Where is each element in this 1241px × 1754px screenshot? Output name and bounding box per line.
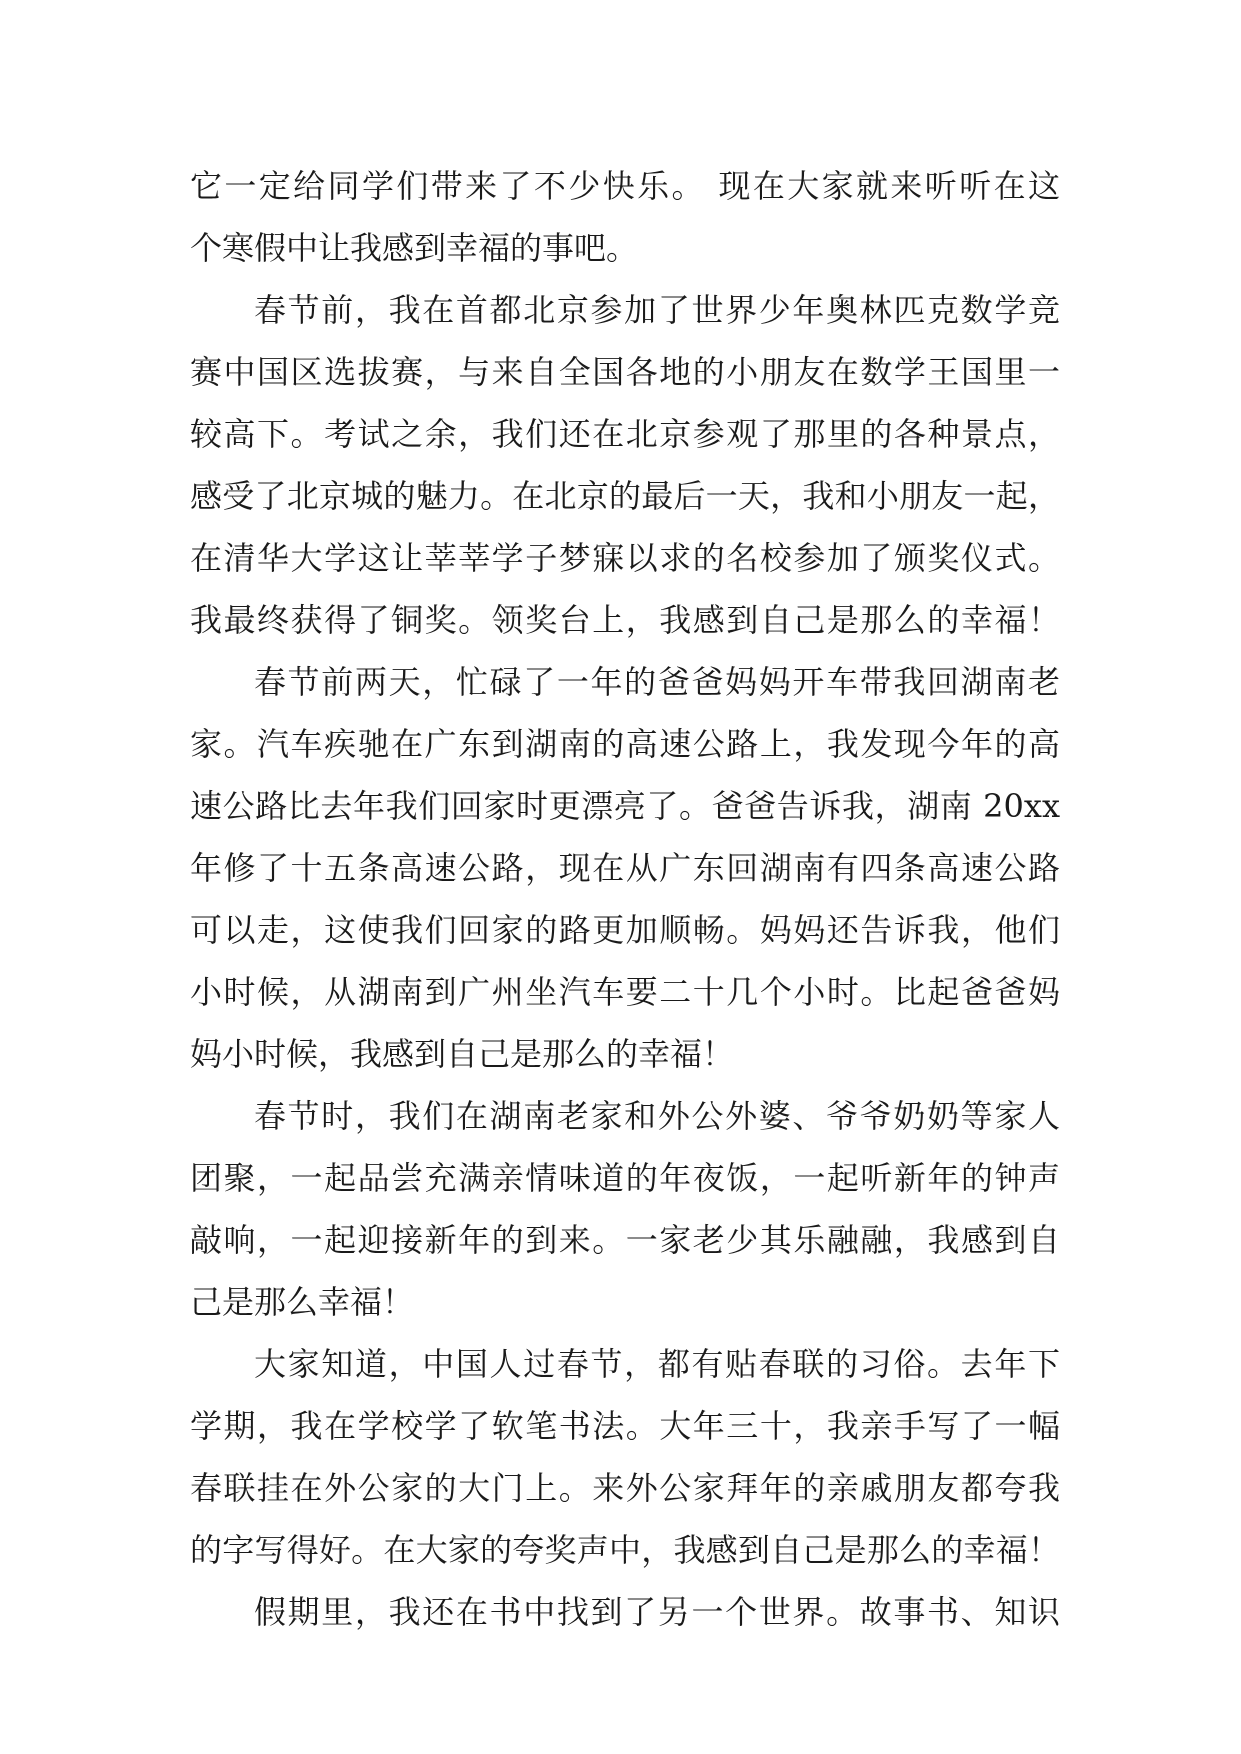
text-line: 妈小时候，我感到自己是那么的幸福！ <box>190 1035 735 1073</box>
text-line: 速公路比去年我们回家时更漂亮了。爸爸告诉我，湖南 20xx <box>190 787 1060 825</box>
text-line: 家。汽车疾驰在广东到湖南的高速公路上，我发现今年的高 <box>190 725 1060 763</box>
text-line: 它一定给同学们带来了不少快乐。 现在大家就来听听在这 <box>190 167 1060 205</box>
text-line: 赛中国区选拔赛，与来自全国各地的小朋友在数学王国里一 <box>190 353 1060 391</box>
paragraph-first-line: 春节时，我们在湖南老家和外公外婆、爷爷奶奶等家人 <box>254 1097 1060 1135</box>
paragraph-first-line: 假期里，我还在书中找到了另一个世界。故事书、知识 <box>254 1593 1060 1631</box>
essay-body <box>190 155 1060 1643</box>
text-line: 感受了北京城的魅力。在北京的最后一天，我和小朋友一起， <box>190 477 1060 515</box>
text-line: 己是那么幸福！ <box>190 1283 415 1321</box>
text-line: 敲响，一起迎接新年的到来。一家老少其乐融融，我感到自 <box>190 1221 1060 1259</box>
text-line: 的字写得好。在大家的夸奖声中，我感到自己是那么的幸福！ <box>190 1531 1060 1569</box>
text-line: 可以走，这使我们回家的路更加顺畅。妈妈还告诉我，他们 <box>190 911 1060 949</box>
text-line: 较高下。考试之余，我们还在北京参观了那里的各种景点， <box>190 415 1060 453</box>
paragraph-first-line: 大家知道，中国人过春节，都有贴春联的习俗。去年下 <box>254 1345 1060 1383</box>
text-line: 团聚，一起品尝充满亲情味道的年夜饭，一起听新年的钟声 <box>190 1159 1060 1197</box>
text-line: 在清华大学这让莘莘学子梦寐以求的名校参加了颁奖仪式。 <box>190 539 1060 577</box>
text-line: 小时候，从湖南到广州坐汽车要二十几个小时。比起爸爸妈 <box>190 973 1060 1011</box>
text-line: 个寒假中让我感到幸福的事吧。 <box>190 229 639 267</box>
text-line: 年修了十五条高速公路，现在从广东回湖南有四条高速公路 <box>190 849 1060 887</box>
paragraph-first-line: 春节前，我在首都北京参加了世界少年奥林匹克数学竞 <box>254 291 1060 329</box>
text-line: 春联挂在外公家的大门上。来外公家拜年的亲戚朋友都夸我 <box>190 1469 1060 1507</box>
text-line: 我最终获得了铜奖。领奖台上，我感到自己是那么的幸福！ <box>190 601 1060 639</box>
text-line: 学期，我在学校学了软笔书法。大年三十，我亲手写了一幅 <box>190 1407 1060 1445</box>
paragraph-first-line: 春节前两天，忙碌了一年的爸爸妈妈开车带我回湖南老 <box>254 663 1060 701</box>
